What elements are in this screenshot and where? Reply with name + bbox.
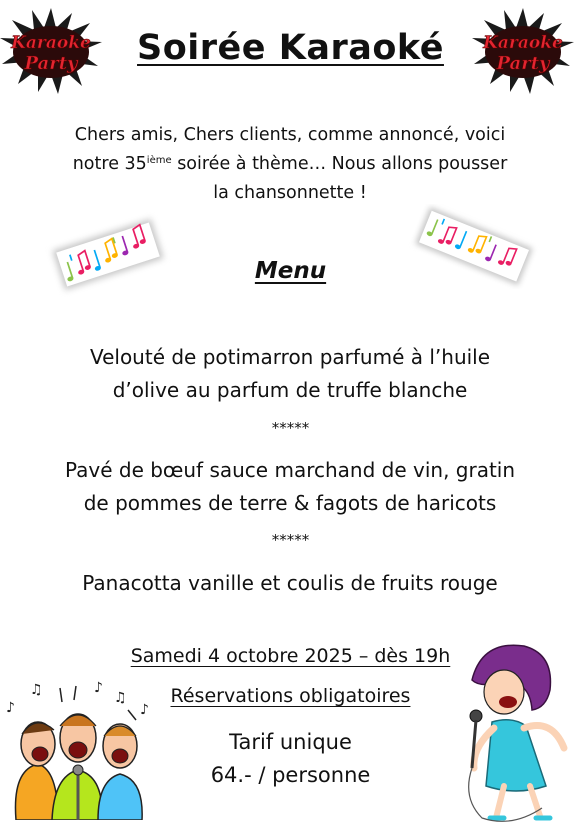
svg-text:♪: ♪ bbox=[94, 680, 103, 696]
menu-separator: ***** bbox=[271, 419, 310, 437]
price-value: 64.- / personne bbox=[210, 763, 371, 787]
svg-text:♪: ♪ bbox=[6, 700, 15, 716]
price-label: Tarif unique bbox=[229, 730, 352, 754]
menu-main bbox=[20, 454, 560, 520]
menu-dessert: Panacotta vanille et coulis de fruits rouge bbox=[82, 571, 498, 595]
menu-title: Menu bbox=[254, 258, 327, 284]
music-notes-image-left bbox=[38, 212, 178, 297]
intro-text bbox=[40, 121, 540, 208]
menu-main-line-1: Pavé de bœuf sauce marchand de vin, gratin bbox=[64, 458, 516, 482]
svg-text:♪: ♪ bbox=[140, 702, 149, 718]
menu-main-line-2: de pommes de terre & fagots de haricots bbox=[83, 491, 497, 515]
svg-text:♫: ♫ bbox=[114, 690, 127, 706]
intro-line-2: notre 35ième soirée à thème… Nous allons pousser bbox=[72, 154, 508, 174]
logo-text-party: Party bbox=[24, 53, 78, 74]
logo-text-karaoke: Karaoke bbox=[483, 33, 563, 53]
event-date: Samedi 4 octobre 2025 – dès 19h bbox=[130, 645, 451, 667]
intro-line-3: la chansonnette ! bbox=[213, 183, 367, 203]
intro-line-1: Chers amis, Chers clients, comme annoncé, voici bbox=[74, 125, 506, 145]
menu-starter-line-2: d’olive au parfum de truffe blanche bbox=[112, 378, 468, 402]
svg-text:♫: ♫ bbox=[30, 682, 43, 698]
menu-separator: ***** bbox=[271, 531, 310, 549]
logo-text-karaoke: Karaoke bbox=[11, 33, 91, 53]
page-title: Soirée Karaoké bbox=[137, 28, 444, 68]
menu-starter-line-1: Velouté de potimarron parfumé à l’huile bbox=[89, 345, 491, 369]
woman-singer-illustration bbox=[452, 640, 581, 827]
reservation-notice: Réservations obligatoires bbox=[170, 685, 411, 707]
menu-starter bbox=[20, 341, 560, 407]
logo-text-party: Party bbox=[496, 53, 550, 74]
singing-trio-illustration bbox=[2, 680, 157, 820]
